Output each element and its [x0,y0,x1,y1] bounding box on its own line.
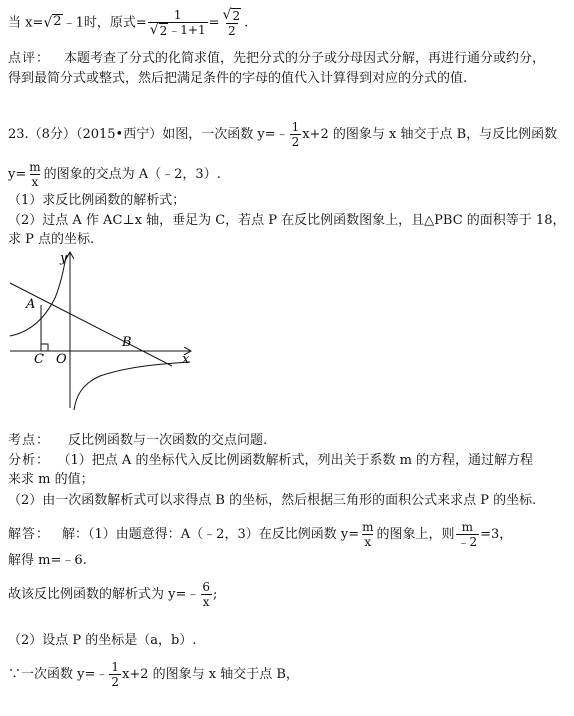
fraction-result: √ 2 2 [222,7,241,38]
solution-label: 解答： [8,527,51,542]
solution-line-5: ∵一次函数 y=﹣ $\frac{1}{2}$ x+2 的图象与 x 轴交于点 B， [8,660,299,689]
fraction: $\frac{m}{x}$ [29,160,41,189]
fraction: $\frac{m}{﹣2}$ [457,520,478,549]
y-axis-label: y [60,251,68,266]
formula-text: 当 x= [8,15,44,31]
point-a-label: A [26,297,36,312]
point-c-label: C [34,352,44,367]
fraction: $\frac{1}{2}$ [291,120,300,149]
solution-line-1: 解答： 解：（1）由题意得：A（﹣2，3）在反比例函数 y= $\frac{m}{x}$ 的图象上，则 $\frac{m}{﹣2}$ =3， [8,520,513,549]
right-angle-mark [41,344,48,351]
solution-line-4: （2）设点 P 的坐标是（a，b）. [8,633,197,648]
hyperbola-upper-branch [10,256,66,336]
solution-line-2: 解得 m=﹣6. [8,553,87,568]
problem-line-1: 23.（8分）（2015•西宁）如图，一次函数 y=﹣ $\frac{1}{2}$ x+2 的图象与 x 轴交于点 B，与反比例函数 [8,120,558,149]
kaodian-label: 考点： [8,433,51,448]
origin-label: O [56,352,67,367]
kaodian-line: 考点： 反比例函数与一次函数的交点问题. [8,433,268,448]
top-formula: 当 x= √ 2 ﹣1时，原式= 1 √ 2 ﹣1+1 = √ 2 2 . [8,7,249,38]
fenxi-label: 分析： [8,453,51,468]
question-1: （1）求反比例函数的解析式； [8,193,186,208]
comment-line-2: 得到最简分式或整式，然后把满足条件的字母的值代入计算得到对应的分式的值. [8,71,468,86]
x-axis-label: x [182,352,190,367]
question-2: （2）过点 A 作 AC⊥x 轴，垂足为 C，若点 P 在反比例函数图象上，且△PBC 的面积等于 18， [8,213,566,228]
fraction: $\frac{6}{x}$ [202,580,211,609]
sqrt-expression: √ 2 [43,13,62,31]
fenxi-line-2: 来求 m 的值； [8,472,94,487]
comment-label: 点评： [8,51,51,66]
hyperbola-lower-branch [74,362,190,410]
formula-text: ﹣1时，原式= [62,15,147,31]
comment-line-1: 点评： 本题考查了分式的化简求值，先把分式的分子或分母因式分解，再进行通分或约分， [8,51,546,66]
problem-line-2: y= $\frac{m}{x}$ 的图象的交点为 A（﹣2，3）. [8,160,221,189]
fraction: $\frac{m}{x}$ [362,520,374,549]
function-graph [0,248,200,413]
fraction: 1 √ 2 ﹣1+1 [149,8,206,38]
point-b-label: B [122,335,132,350]
question-2-cont: 求 P 点的坐标. [8,232,95,247]
fraction: $\frac{1}{2}$ [111,660,120,689]
fenxi-line-1: 分析： （1）把点 A 的坐标代入反比例函数解析式，列出关于系数 m 的方程，通过解方程 [8,453,534,468]
solution-line-3: 故该反比例函数的解析式为 y=﹣ $\frac{6}{x}$ ; [8,580,218,609]
fenxi-line-3: （2）由一次函数解析式可以求得点 B 的坐标，然后根据三角形的面积公式来求点 P 的坐标. [8,493,537,508]
